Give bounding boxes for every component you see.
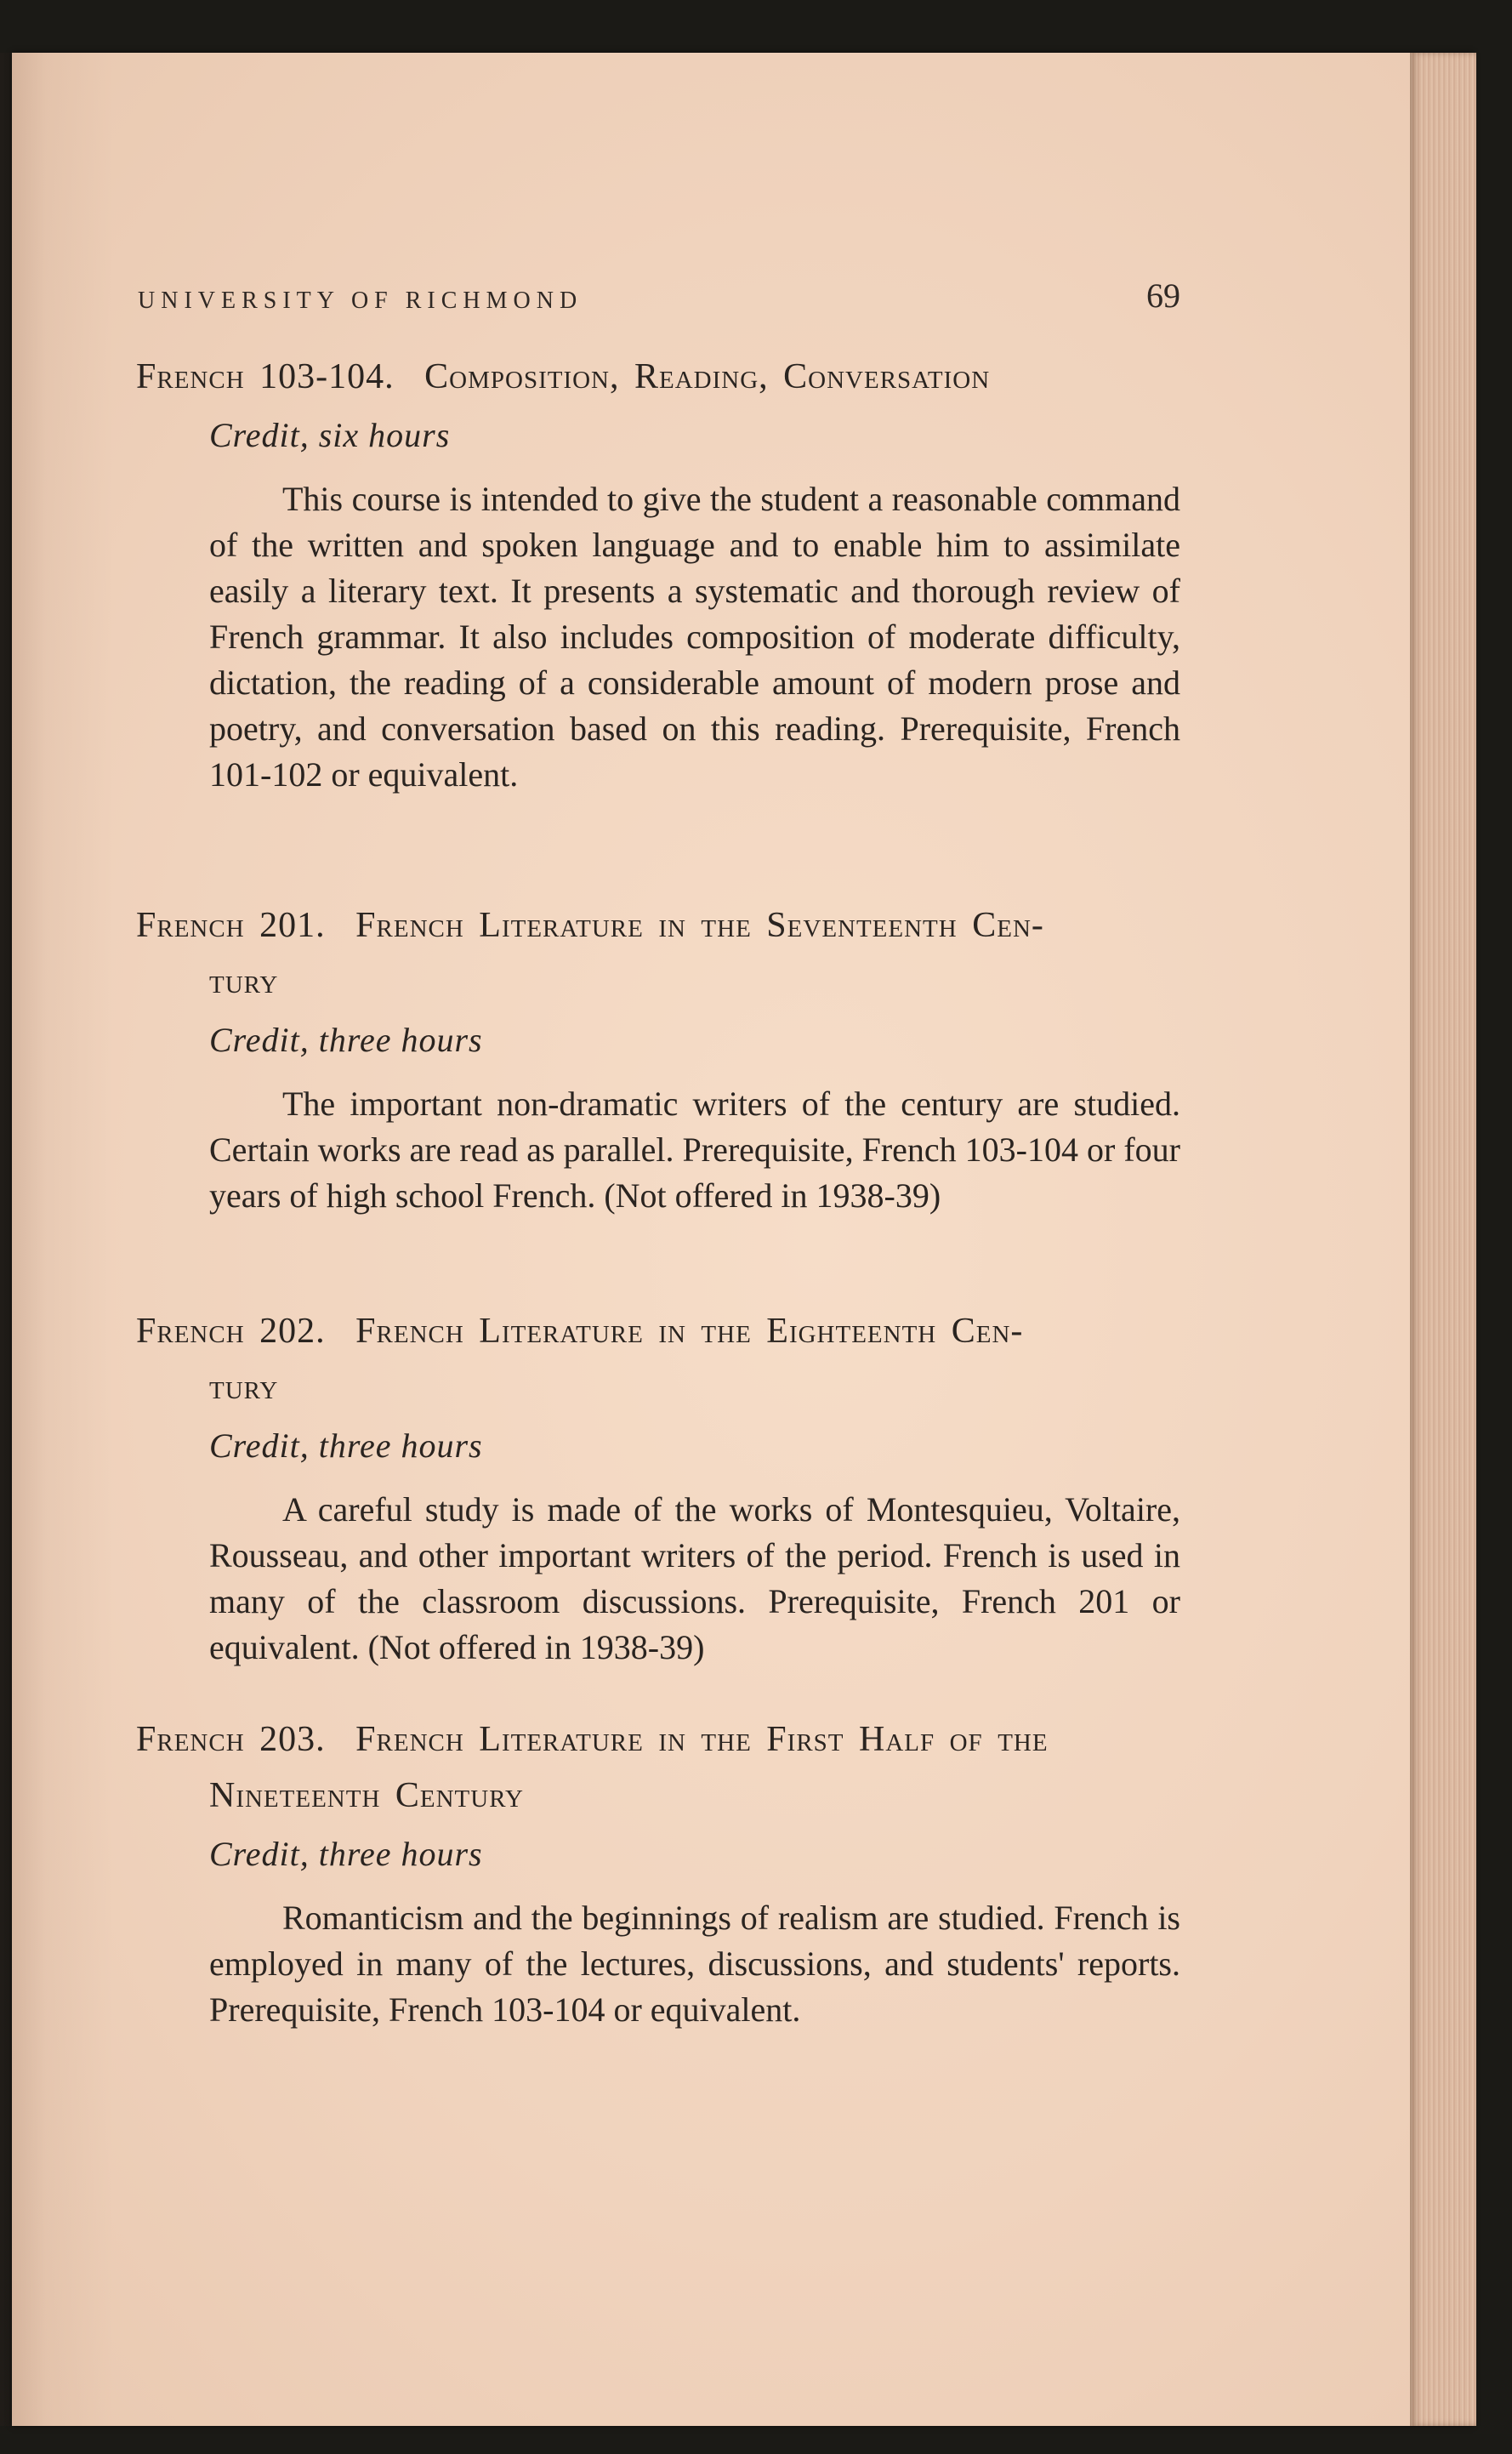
page-number: 69: [1146, 276, 1180, 315]
course-entry-french-103-104: [136, 349, 1180, 798]
course-description: This course is intended to give the student a reasonable command of the written and spoken language and to enable him to assimilate easily a literary text. It presents a systematic and thorough review of French grammar. It also includes composition of moderate difficulty, dictation, the reading of a considerable amount of modern prose and poetry, and conversation based on this reading. Prerequisite, French 101-102 or equivalent.: [209, 480, 1180, 794]
course-description: A careful study is made of the works of Montesquieu, Voltaire, Rousseau, and other important writers of the period. French is used in many of the classroom discussions. Prerequisite, French 201 or equivalent. (Not offered in 1938-39): [209, 1490, 1180, 1666]
course-title-continuation: Nineteenth Century: [209, 1776, 524, 1815]
course-heading: [136, 1711, 1180, 1768]
running-head-title: UNIVERSITY OF RICHMOND: [138, 288, 583, 314]
course-title: French Literature in the Seventeenth Cen-: [355, 906, 1044, 945]
course-credit: Credit, three hours: [209, 1426, 483, 1465]
course-title: French Literature in the First Half of the: [355, 1720, 1049, 1759]
course-entry-french-201: [136, 897, 1180, 1219]
course-credit: Credit, six hours: [209, 416, 451, 454]
page-edges: [1410, 53, 1476, 2426]
course-title: French Literature in the Eighteenth Cen-: [355, 1312, 1024, 1351]
course-code: French 201.: [136, 906, 326, 945]
running-head: [136, 272, 1180, 315]
course-heading: [136, 1303, 1180, 1359]
course-entry-french-202: [136, 1303, 1180, 1671]
course-heading: [136, 897, 1180, 954]
course-title-continuation: tury: [209, 1368, 279, 1407]
course-title: Composition, Reading, Conversation: [424, 357, 991, 396]
course-code: French 103-104.: [136, 357, 395, 396]
course-title-continuation: tury: [209, 962, 279, 1001]
course-code: French 203.: [136, 1720, 326, 1759]
course-heading: [136, 349, 1180, 405]
course-entry-french-203: [136, 1711, 1180, 2033]
course-credit: Credit, three hours: [209, 1021, 483, 1059]
course-credit: Credit, three hours: [209, 1835, 483, 1873]
course-description: Romanticism and the beginnings of realism are studied. French is employed in many of the lectures, discussions, and students' reports. Prerequisite, French 103-104 or equivalent.: [209, 1899, 1180, 2029]
course-description: The important non-dramatic writers of the century are studied. Certain works are read as parallel. Prerequisite, French 103-104 or four years of high school French. (Not offered in 1938-39): [209, 1085, 1180, 1215]
course-code: French 202.: [136, 1312, 326, 1351]
